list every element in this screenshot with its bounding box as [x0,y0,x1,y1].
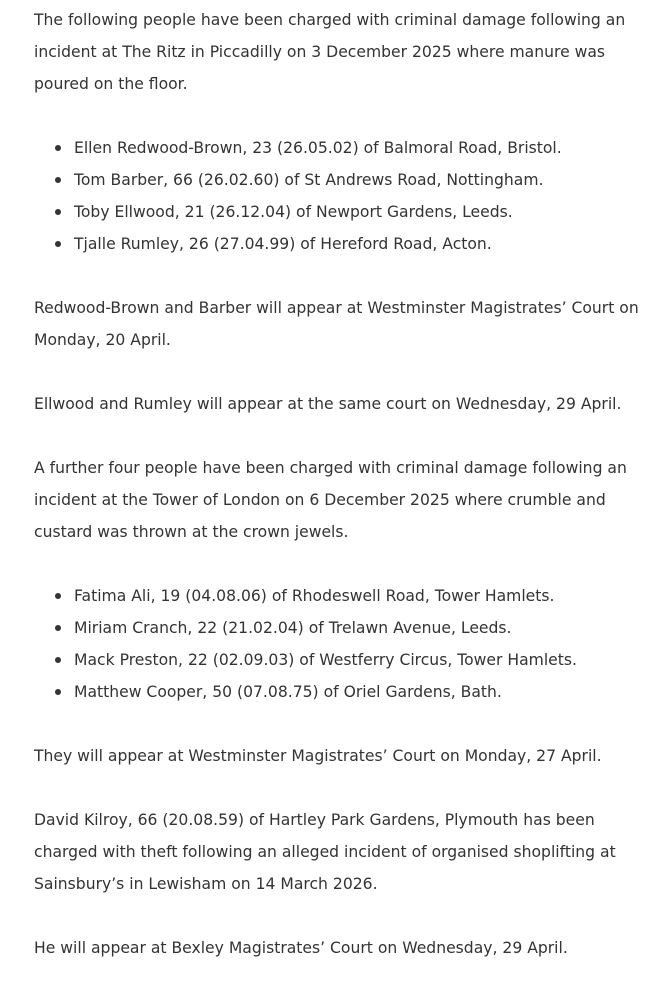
list-item [74,676,654,708]
list-item-text: Matthew Cooper, 50 (07.08.75) of Oriel Gardens, Bath. [74,683,502,701]
intro-paragraph: The following people have been charged with criminal damage following an incident at The Ritz in Piccadilly on 3 December 2025 where manure was poured on the floor. [34,11,626,93]
court-date-paragraph: Redwood-Brown and Barber will appear at Westminster Magistrates’ Court on Monday, 20 April. [34,299,639,349]
list-item [74,164,654,196]
bullet-icon [55,177,61,183]
tower-charged-list [34,580,654,708]
court-date-paragraph: Ellwood and Rumley will appear at the same court on Wednesday, 29 April. [34,395,622,413]
bullet-icon [55,209,61,215]
list-item-text: Fatima Ali, 19 (04.08.06) of Rhodeswell Road, Tower Hamlets. [74,587,555,605]
court-date-paragraph: He will appear at Bexley Magistrates’ Court on Wednesday, 29 April. [34,939,568,957]
bullet-icon [55,241,61,247]
list-item-text: Mack Preston, 22 (02.09.03) of Westferry Circus, Tower Hamlets. [74,651,577,669]
list-item [74,612,654,644]
list-item [74,580,654,612]
shoplifting-paragraph: David Kilroy, 66 (20.08.59) of Hartley Park Gardens, Plymouth has been charged with theft following an alleged incident of organised shoplifting at Sainsbury’s in Lewisham on 14 March 2026. [34,811,616,893]
court-date-paragraph: They will appear at Westminster Magistrates’ Court on Monday, 27 April. [34,747,602,765]
article-body [34,4,654,996]
bullet-icon [55,657,61,663]
tower-incident-paragraph: A further four people have been charged with criminal damage following an incident at the Tower of London on 6 December 2025 where crumble and custard was thrown at the crown jewels. [34,459,627,541]
list-item [74,644,654,676]
list-item-text: Tjalle Rumley, 26 (27.04.99) of Hereford Road, Acton. [74,235,492,253]
list-item-text: Tom Barber, 66 (26.02.60) of St Andrews Road, Nottingham. [74,171,544,189]
list-item-text: Toby Ellwood, 21 (26.12.04) of Newport Gardens, Leeds. [74,203,513,221]
bullet-icon [55,145,61,151]
list-item-text: Miriam Cranch, 22 (21.02.04) of Trelawn Avenue, Leeds. [74,619,512,637]
list-item [74,132,654,164]
list-item-text: Ellen Redwood-Brown, 23 (26.05.02) of Balmoral Road, Bristol. [74,139,562,157]
bullet-icon [55,625,61,631]
bullet-icon [55,689,61,695]
list-item [74,196,654,228]
ritz-charged-list [34,132,654,260]
list-item [74,228,654,260]
bullet-icon [55,593,61,599]
